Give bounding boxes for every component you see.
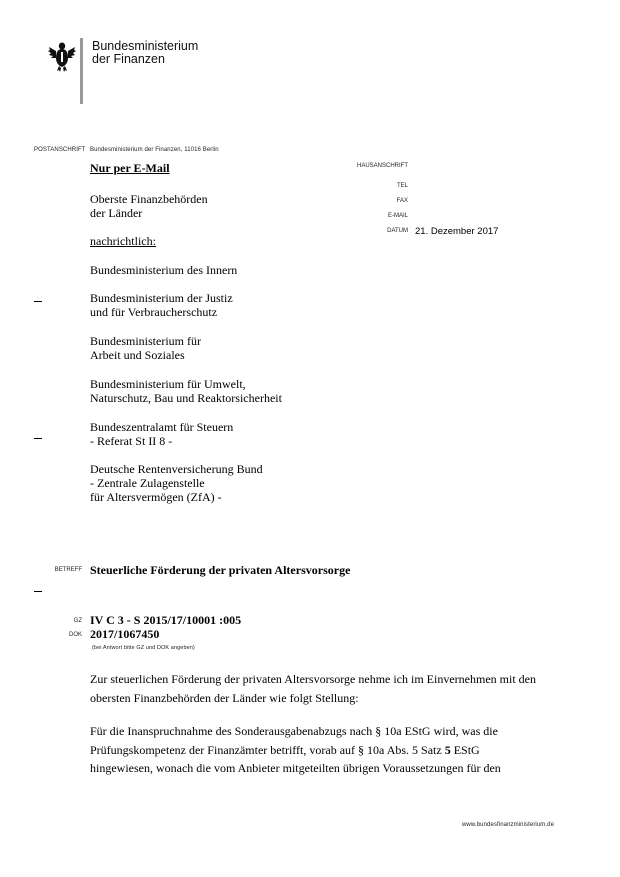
cc-recipient-2-line2: und für Verbraucherschutz	[90, 305, 218, 319]
cc-recipient-6-line2: - Zentrale Zulagenstelle	[90, 476, 205, 490]
cc-recipient-3	[90, 334, 201, 362]
body-paragraph-2-line3: hingewiesen, wonach die vom Anbieter mitgeteilten übrigen Voraussetzungen für den	[90, 761, 501, 775]
body-paragraph-2-line2-a: Prüfungskompetenz der Finanzämter betrifft, vorab auf § 10a Abs. 5 Satz	[90, 742, 445, 757]
cc-recipient-5	[90, 420, 233, 448]
cc-recipient-5-line2: - Referat St II 8 -	[90, 434, 173, 448]
ministry-name	[92, 40, 198, 66]
federal-eagle-icon	[48, 38, 76, 72]
cc-recipient-3-line1: Bundesministerium für	[90, 334, 201, 348]
cc-recipient-2-line1: Bundesministerium der Justiz	[90, 291, 233, 305]
cc-recipient-4-line2: Naturschutz, Bau und Reaktorsicherheit	[90, 391, 282, 405]
body-paragraph-2-line2-b: EStG	[450, 742, 480, 757]
body-paragraph-2-line2-bold: 5	[444, 742, 451, 757]
cc-recipient-3-line2: Arbeit und Soziales	[90, 348, 185, 362]
gz-label: GZ	[73, 618, 82, 624]
postanschrift-value: Bundesministerium der Finanzen, 11016 Berlin	[90, 147, 219, 153]
fax-label: FAX	[396, 198, 408, 204]
fold-mark-2	[34, 438, 42, 439]
body-paragraph-1	[90, 670, 570, 707]
datum-value: 21. Dezember 2017	[415, 226, 499, 237]
cc-recipient-5-line1: Bundeszentralamt für Steuern	[90, 420, 234, 434]
body-paragraph-2	[90, 722, 570, 778]
postanschrift-label: POSTANSCHRIFT	[34, 147, 86, 153]
recipient-main-line2: der Länder	[90, 206, 143, 220]
cc-recipient-6	[90, 462, 263, 504]
dok-label: DOK	[68, 632, 82, 638]
cc-recipient-6-line3: für Altersvermögen (ZfA) -	[90, 490, 222, 504]
ministry-line2: der Finanzen	[92, 52, 165, 66]
header-divider	[80, 38, 83, 104]
datum-label: DATUM	[387, 228, 408, 234]
cc-recipient-2	[90, 291, 233, 319]
reference-note: (bei Antwort bitte GZ und DOK angeben)	[92, 645, 195, 651]
recipient-main	[90, 192, 208, 220]
cc-recipient-1: Bundesministerium des Innern	[90, 263, 238, 277]
cc-label: nachrichtlich:	[90, 234, 156, 248]
email-label: E-MAIL	[387, 213, 408, 219]
delivery-method: Nur per E-Mail	[90, 161, 170, 175]
ministry-line1: Bundesministerium	[92, 39, 199, 53]
hausanschrift-label: HAUSANSCHRIFT	[356, 163, 408, 169]
betreff-label: BETREFF	[54, 567, 82, 573]
body-paragraph-2-line1: Für die Inanspruchnahme des Sonderausgabenabzugs nach § 10a EStG wird, was die	[90, 724, 498, 738]
cc-recipient-4	[90, 377, 282, 405]
cc-recipient-4-line1: Bundesministerium für Umwelt,	[90, 377, 246, 391]
recipient-main-line1: Oberste Finanzbehörden	[90, 192, 208, 206]
betreff-value: Steuerliche Förderung der privaten Altersvorsorge	[90, 563, 351, 577]
fold-mark-1	[34, 301, 42, 302]
body-paragraph-2-line2	[90, 741, 570, 760]
tel-label: TEL	[396, 183, 408, 189]
body-paragraph-1-line2: obersten Finanzbehörden der Länder wie folgt Stellung:	[90, 690, 359, 705]
cc-recipient-6-line1: Deutsche Rentenversicherung Bund	[90, 462, 263, 476]
gz-value: IV C 3 - S 2015/17/10001 :005	[90, 613, 242, 627]
body-paragraph-1-line1: Zur steuerlichen Förderung der privaten Altersvorsorge nehme ich im Einvernehmen mit den	[90, 672, 536, 686]
fold-mark-3	[34, 591, 42, 592]
dok-value: 2017/1067450	[90, 627, 160, 641]
footer-website: www.bundesfinanzministerium.de	[462, 822, 555, 828]
